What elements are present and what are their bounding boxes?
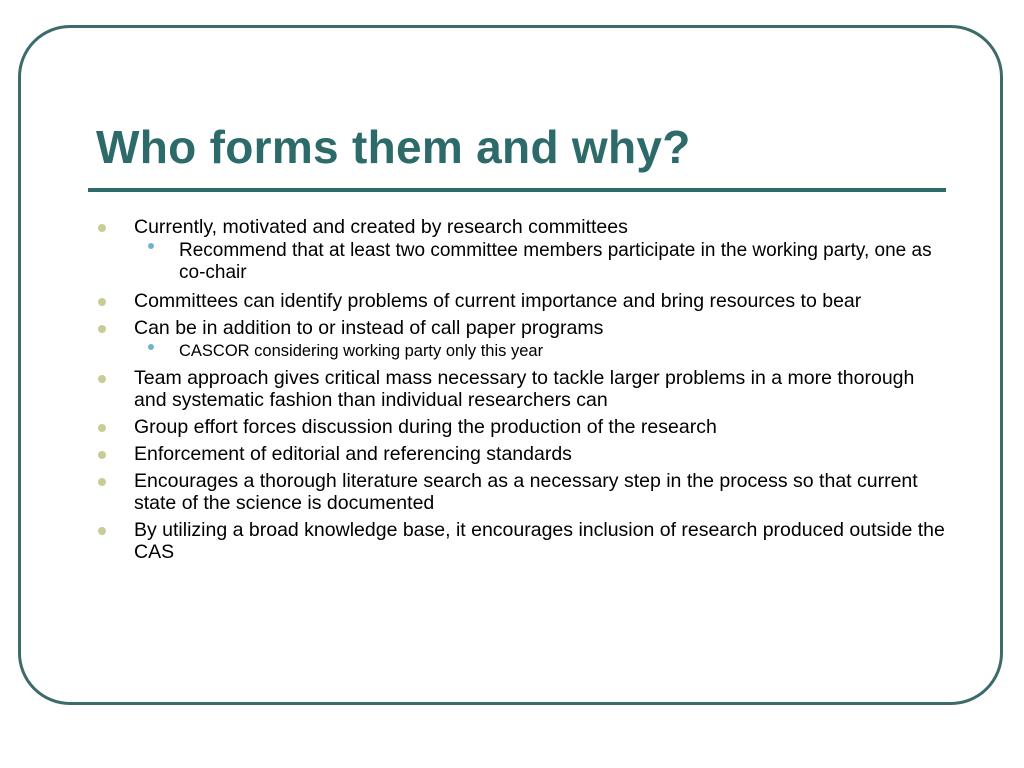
bullet-dot-icon — [98, 451, 106, 459]
bullet-text: By utilizing a broad knowledge base, it encourages inclusion of research produced outside the CAS — [134, 519, 945, 563]
sub-bullet-dot-icon — [148, 344, 154, 350]
bullet-dot-icon — [98, 298, 106, 306]
slide-title: Who forms them and why? — [96, 121, 691, 173]
bullet-dot-icon — [98, 527, 106, 535]
bullet-item — [96, 290, 946, 312]
bullet-dot-icon — [98, 375, 106, 383]
bullet-text: Group effort forces discussion during the production of the research — [134, 416, 717, 438]
sub-bullet-item — [96, 341, 946, 361]
sub-bullet-item — [96, 240, 946, 284]
bullet-dot-icon — [98, 325, 106, 333]
bullet-item — [96, 416, 946, 438]
sub-bullet-text: Recommend that at least two committee members participate in the working party, one as co-chair — [179, 240, 932, 283]
bullet-dot-icon — [98, 478, 106, 486]
bullet-text: Currently, motivated and created by research committees — [134, 216, 628, 238]
sub-bullet-text: CASCOR considering working party only this year — [179, 342, 544, 360]
bullet-item — [96, 317, 946, 339]
bullet-text: Team approach gives critical mass necessary to tackle larger problems in a more thorough and systematic fashion than individual researchers can — [134, 367, 915, 411]
bullet-item — [96, 443, 946, 465]
bullet-text: Encourages a thorough literature search as a necessary step in the process so that current state of the science is documented — [134, 470, 918, 514]
title-underline — [88, 188, 946, 192]
bullet-dot-icon — [98, 424, 106, 432]
bullet-text: Committees can identify problems of current importance and bring resources to bear — [134, 290, 862, 312]
sub-bullet-dot-icon — [148, 243, 154, 249]
bullet-dot-icon — [98, 224, 106, 232]
bullet-item — [96, 367, 946, 411]
bullet-item — [96, 216, 946, 238]
bullet-item — [96, 470, 946, 514]
bullet-item — [96, 519, 946, 563]
bullet-text: Can be in addition to or instead of call paper programs — [134, 317, 604, 339]
bullet-list — [96, 216, 946, 568]
bullet-text: Enforcement of editorial and referencing standards — [134, 443, 572, 465]
